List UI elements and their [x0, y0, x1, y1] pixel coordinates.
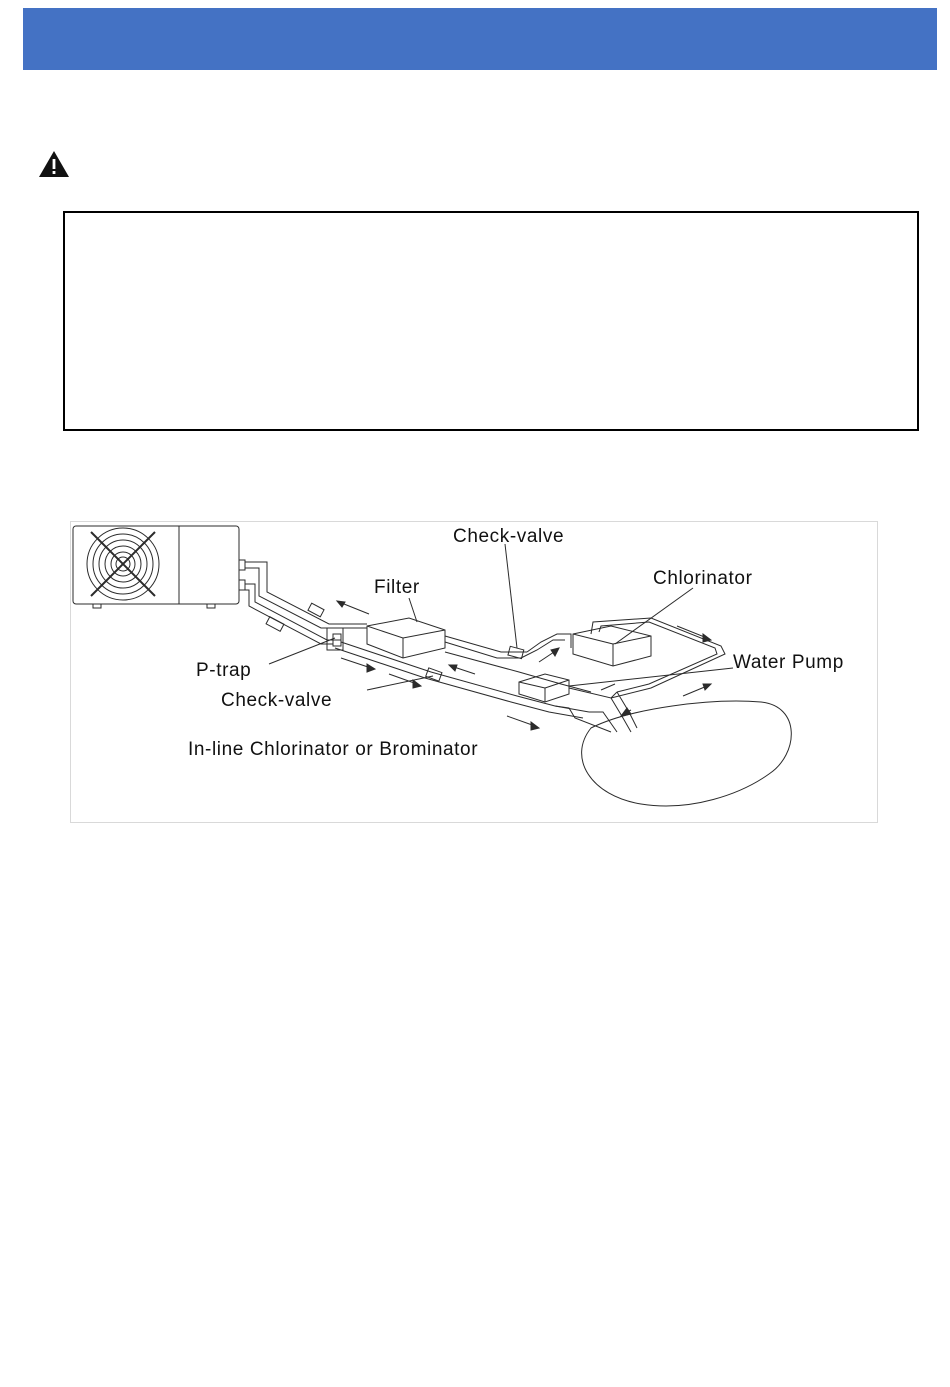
installation-diagram	[70, 521, 878, 823]
label-check-valve-top: Check-valve	[453, 526, 565, 547]
label-p-trap: P-trap	[196, 660, 252, 681]
header-bar	[23, 8, 937, 70]
label-water-pump: Water Pump	[733, 652, 844, 673]
notice-box	[63, 211, 919, 431]
label-filter: Filter	[374, 577, 420, 598]
label-inline-chlorinator: In-line Chlorinator or Brominator	[188, 739, 479, 760]
fan-icon	[87, 528, 159, 600]
diagram-drawing	[71, 522, 879, 824]
warning-triangle-icon	[38, 150, 70, 178]
label-chlorinator: Chlorinator	[653, 568, 753, 589]
label-check-valve-bottom: Check-valve	[221, 690, 333, 711]
